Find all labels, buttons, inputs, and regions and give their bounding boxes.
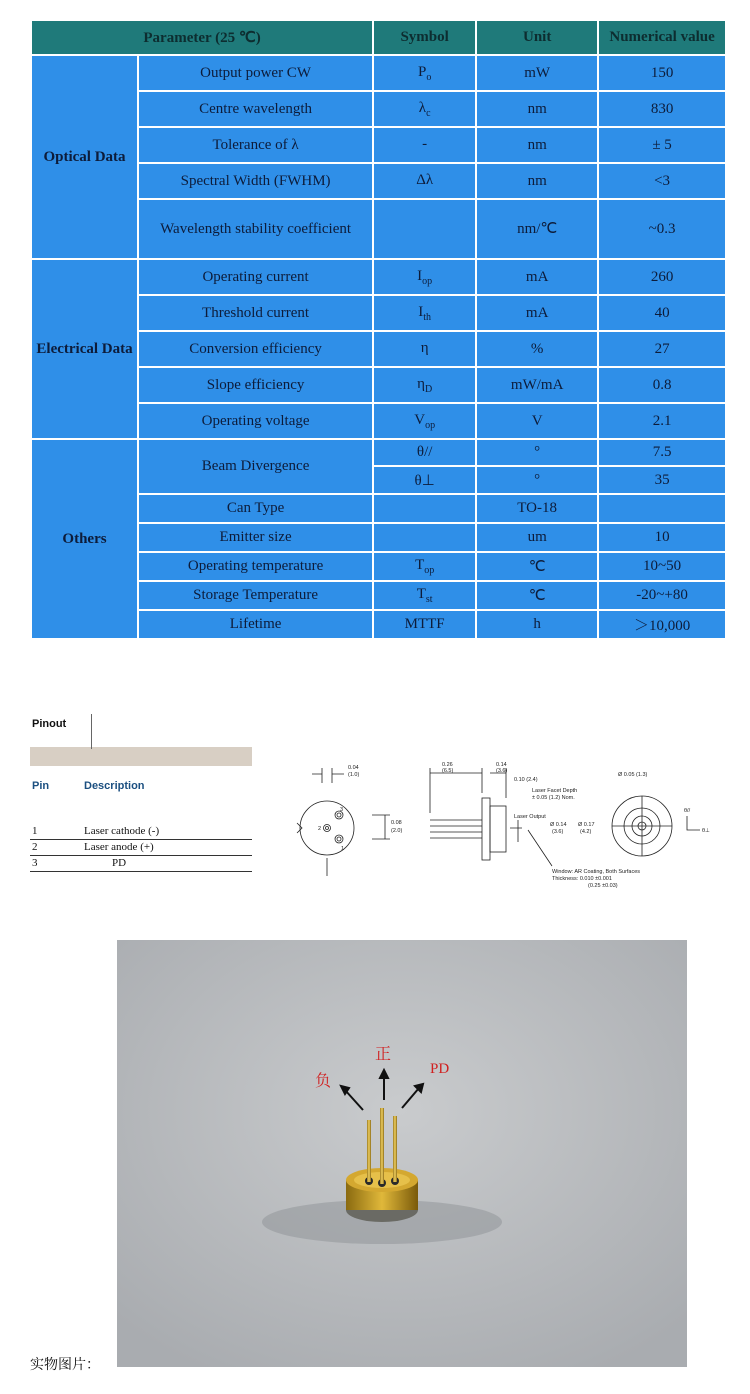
pinout-section [30,718,252,872]
laser-diode-photo [117,940,687,1367]
svg-text:θ⊥: θ⊥ [702,828,710,834]
unit-cell: nm [477,92,597,126]
svg-text:0.08: 0.08 [391,820,402,826]
unit-cell: mA [477,260,597,294]
rear-view [612,796,700,856]
label-pd: PD [430,1061,450,1077]
group-optical: Optical Data [32,56,137,258]
unit-cell: ° [477,440,597,465]
unit-cell: mA [477,296,597,330]
svg-text:0.26: 0.26 [442,762,453,768]
svg-text:2: 2 [318,826,322,832]
svg-text:Ø 0.14: Ø 0.14 [550,822,567,828]
param-cell: Output power CW [139,56,372,90]
value-cell: -20~+80 [599,582,725,609]
value-cell: 27 [599,332,725,366]
symbol-cell: $T_{op}$ [374,553,475,580]
param-cell: Spectral Width (FWHM) [139,164,372,198]
table-row [32,260,725,294]
symbol-cell: θ// [374,440,475,465]
param-cell: Tolerance of λ [139,128,372,162]
header-value: Numerical value [599,21,725,54]
pin-row: 2 Laser anode (+) [30,840,252,856]
value-cell: 40 [599,296,725,330]
pin-row: 1 Laser cathode (-) [30,824,252,840]
value-cell: <3 [599,164,725,198]
param-cell: Lifetime [139,611,372,638]
param-cell: Centre wavelength [139,92,372,126]
unit-cell: % [477,332,597,366]
unit-cell: nm [477,164,597,198]
unit-cell: mW [477,56,597,90]
param-cell: Beam Divergence [139,440,372,493]
param-cell: Operating voltage [139,404,372,438]
header-symbol: Symbol [374,21,475,54]
value-cell [599,495,725,522]
value-cell: ＞10,000 [599,611,725,638]
value-cell: 0.8 [599,368,725,402]
param-cell: Emitter size [139,524,372,551]
svg-text:Thickness: 0.010 ±0.001: Thickness: 0.010 ±0.001 [552,876,612,882]
symbol-cell: Δλ [374,164,475,198]
value-cell: 10~50 [599,553,725,580]
table-row [32,56,725,90]
param-cell: Wavelength stability coefficient [139,200,372,258]
symbol-cell: $\lambda_c$ [374,92,475,126]
pinout-header [30,780,252,792]
svg-text:0.14: 0.14 [496,762,507,768]
param-cell: Can Type [139,495,372,522]
unit-cell: ℃ [477,582,597,609]
unit-cell: um [477,524,597,551]
symbol-cell: $T_{st}$ [374,582,475,609]
value-cell: 260 [599,260,725,294]
symbol-cell [374,524,475,551]
svg-text:(4.2): (4.2) [580,829,592,835]
symbol-cell: $I_{th}$ [374,296,475,330]
value-cell: 2.1 [599,404,725,438]
symbol-cell: θ⊥ [374,467,475,493]
value-cell: 150 [599,56,725,90]
group-others: Others [32,440,137,638]
svg-text:Window: AR Coating, Both Surfa: Window: AR Coating, Both Surfaces [552,869,641,875]
photo-caption: 实物图片： [30,1357,100,1373]
symbol-cell: η [374,332,475,366]
svg-text:Ø 0.17: Ø 0.17 [578,822,595,828]
param-cell: Operating temperature [139,553,372,580]
header-parameter: Parameter (25 ℃) [32,21,372,54]
value-cell: 7.5 [599,440,725,465]
header-unit: Unit [477,21,597,54]
param-cell: Storage Temperature [139,582,372,609]
description-column-label: Description [84,780,145,792]
label-positive: 正 [375,1044,392,1063]
value-cell: 10 [599,524,725,551]
pin-column-label: Pin [32,780,50,792]
unit-cell: mW/mA [477,368,597,402]
svg-text:Laser Facet Depth: Laser Facet Depth [532,788,578,794]
svg-text:(6.5): (6.5) [442,768,454,774]
product-photo [117,940,687,1367]
mechanical-drawing [282,758,722,898]
svg-text:± 0.05 (1.2) Nom.: ± 0.05 (1.2) Nom. [532,795,575,801]
label-negative: 负 [315,1071,332,1090]
pinout-title: Pinout [32,718,67,730]
unit-cell: V [477,404,597,438]
unit-cell: ℃ [477,553,597,580]
param-cell: Operating current [139,260,372,294]
symbol-cell: $\eta_D$ [374,368,475,402]
svg-text:Ø 0.05 (1.3): Ø 0.05 (1.3) [618,772,648,778]
symbol-cell: $P_o$ [374,56,475,90]
symbol-cell: $V_{op}$ [374,404,475,438]
value-cell: 35 [599,467,725,493]
svg-text:0.04: 0.04 [348,765,359,771]
table-row [32,440,725,465]
value-cell: 830 [599,92,725,126]
svg-text:(3.6): (3.6) [496,768,508,774]
svg-text:0.10 (2.4): 0.10 (2.4) [514,777,538,783]
symbol-cell: MTTF [374,611,475,638]
param-cell: Conversion efficiency [139,332,372,366]
unit-cell: ° [477,467,597,493]
front-view [297,768,390,876]
group-electrical: Electrical Data [32,260,137,438]
table-header-row [32,21,725,54]
svg-text:(1.0): (1.0) [348,772,360,778]
value-cell: ± 5 [599,128,725,162]
svg-text:θ//: θ// [684,808,691,814]
pinout-divider [91,714,92,749]
value-cell: ~0.3 [599,200,725,258]
symbol-cell: - [374,128,475,162]
unit-cell: TO-18 [477,495,597,522]
unit-cell: h [477,611,597,638]
symbol-cell: $I_{op}$ [374,260,475,294]
symbol-cell [374,200,475,258]
svg-text:3: 3 [340,807,344,813]
unit-cell: nm/℃ [477,200,597,258]
spec-table [30,19,727,640]
svg-text:1: 1 [341,846,345,852]
param-cell: Threshold current [139,296,372,330]
unit-cell: nm [477,128,597,162]
svg-text:(2.0): (2.0) [391,828,403,834]
pinout-bar [30,747,252,766]
symbol-cell [374,495,475,522]
param-cell: Slope efficiency [139,368,372,402]
svg-text:(3.6): (3.6) [552,829,564,835]
pin-list [30,824,252,872]
svg-text:(0.25 ±0.03): (0.25 ±0.03) [588,883,618,889]
pin-row: 3 PD [30,856,252,872]
svg-text:Laser Output: Laser Output [514,814,546,820]
